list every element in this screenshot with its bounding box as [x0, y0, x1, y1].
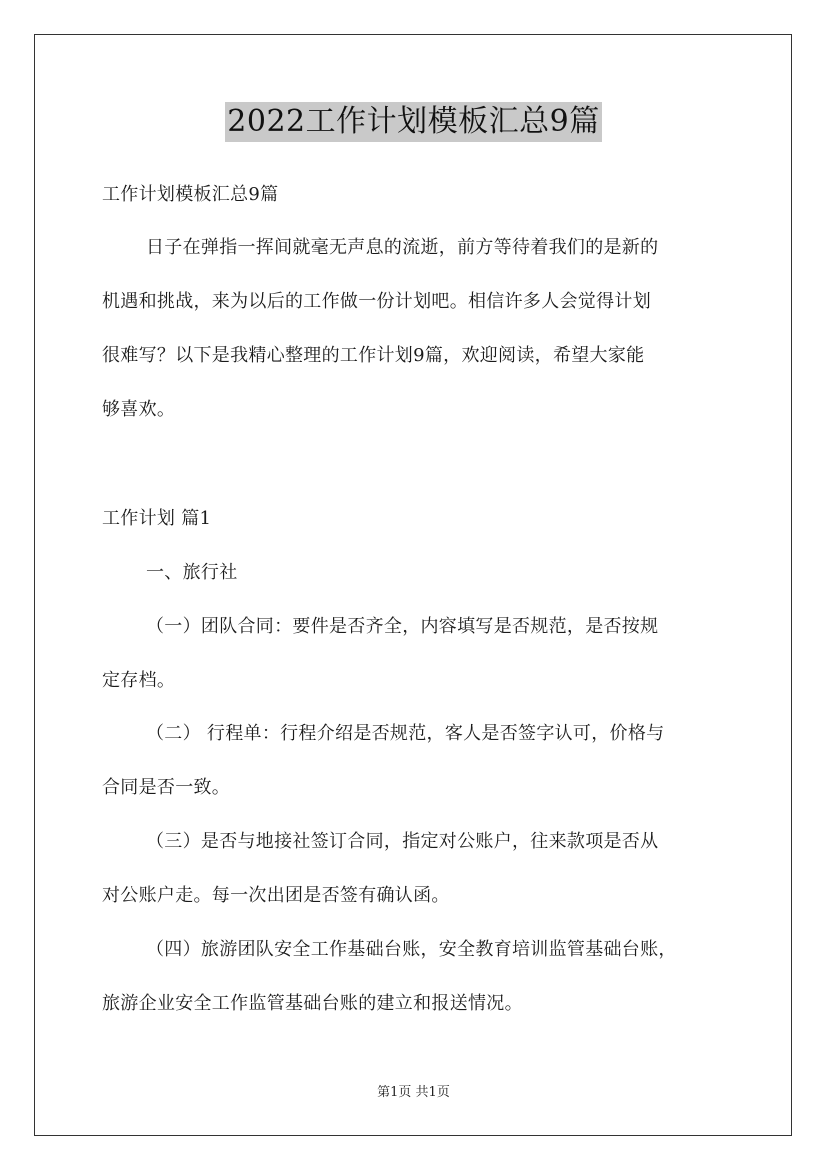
item-2-line-2: 合同是否一致。 [102, 777, 231, 798]
intro-line-2: 机遇和挑战，来为以后的工作做一份计划吧。相信许多人会觉得计划 [102, 291, 651, 312]
item-1-line-2: 定存档。 [102, 670, 176, 691]
item-2-line-1: （二） 行程单：行程介绍是否规范，客人是否签字认可，价格与 [146, 723, 665, 744]
intro-line-3: 很难写？以下是我精心整理的工作计划9篇，欢迎阅读，希望大家能 [102, 345, 645, 366]
intro-line-4: 够喜欢。 [102, 399, 176, 420]
title-container [0, 102, 827, 142]
item-4-line-1: （四）旅游团队安全工作基础台账，安全教育培训监管基础台账， [146, 939, 677, 960]
item-3-line-1: （三）是否与地接社签订合同，指定对公账户，往来款项是否从 [146, 831, 659, 852]
page-footer [0, 1084, 827, 1102]
document-subtitle: 工作计划模板汇总9篇 [102, 184, 279, 205]
intro-line-1: 日子在弹指一挥间就毫无声息的流逝，前方等待着我们的是新的 [146, 237, 659, 258]
item-4-line-2: 旅游企业安全工作监管基础台账的建立和报送情况。 [102, 993, 523, 1014]
section-heading: 工作计划 篇1 [102, 508, 212, 529]
sub-heading: 一、旅行社 [146, 562, 238, 583]
document-title: 2022工作计划模板汇总9篇 [225, 102, 601, 142]
item-1-line-1: （一）团队合同：要件是否齐全，内容填写是否规范，是否按规 [146, 616, 659, 637]
item-3-line-2: 对公账户走。每一次出团是否签有确认函。 [102, 885, 450, 906]
page-number-label: 第1页 共1页 [377, 1085, 450, 1100]
